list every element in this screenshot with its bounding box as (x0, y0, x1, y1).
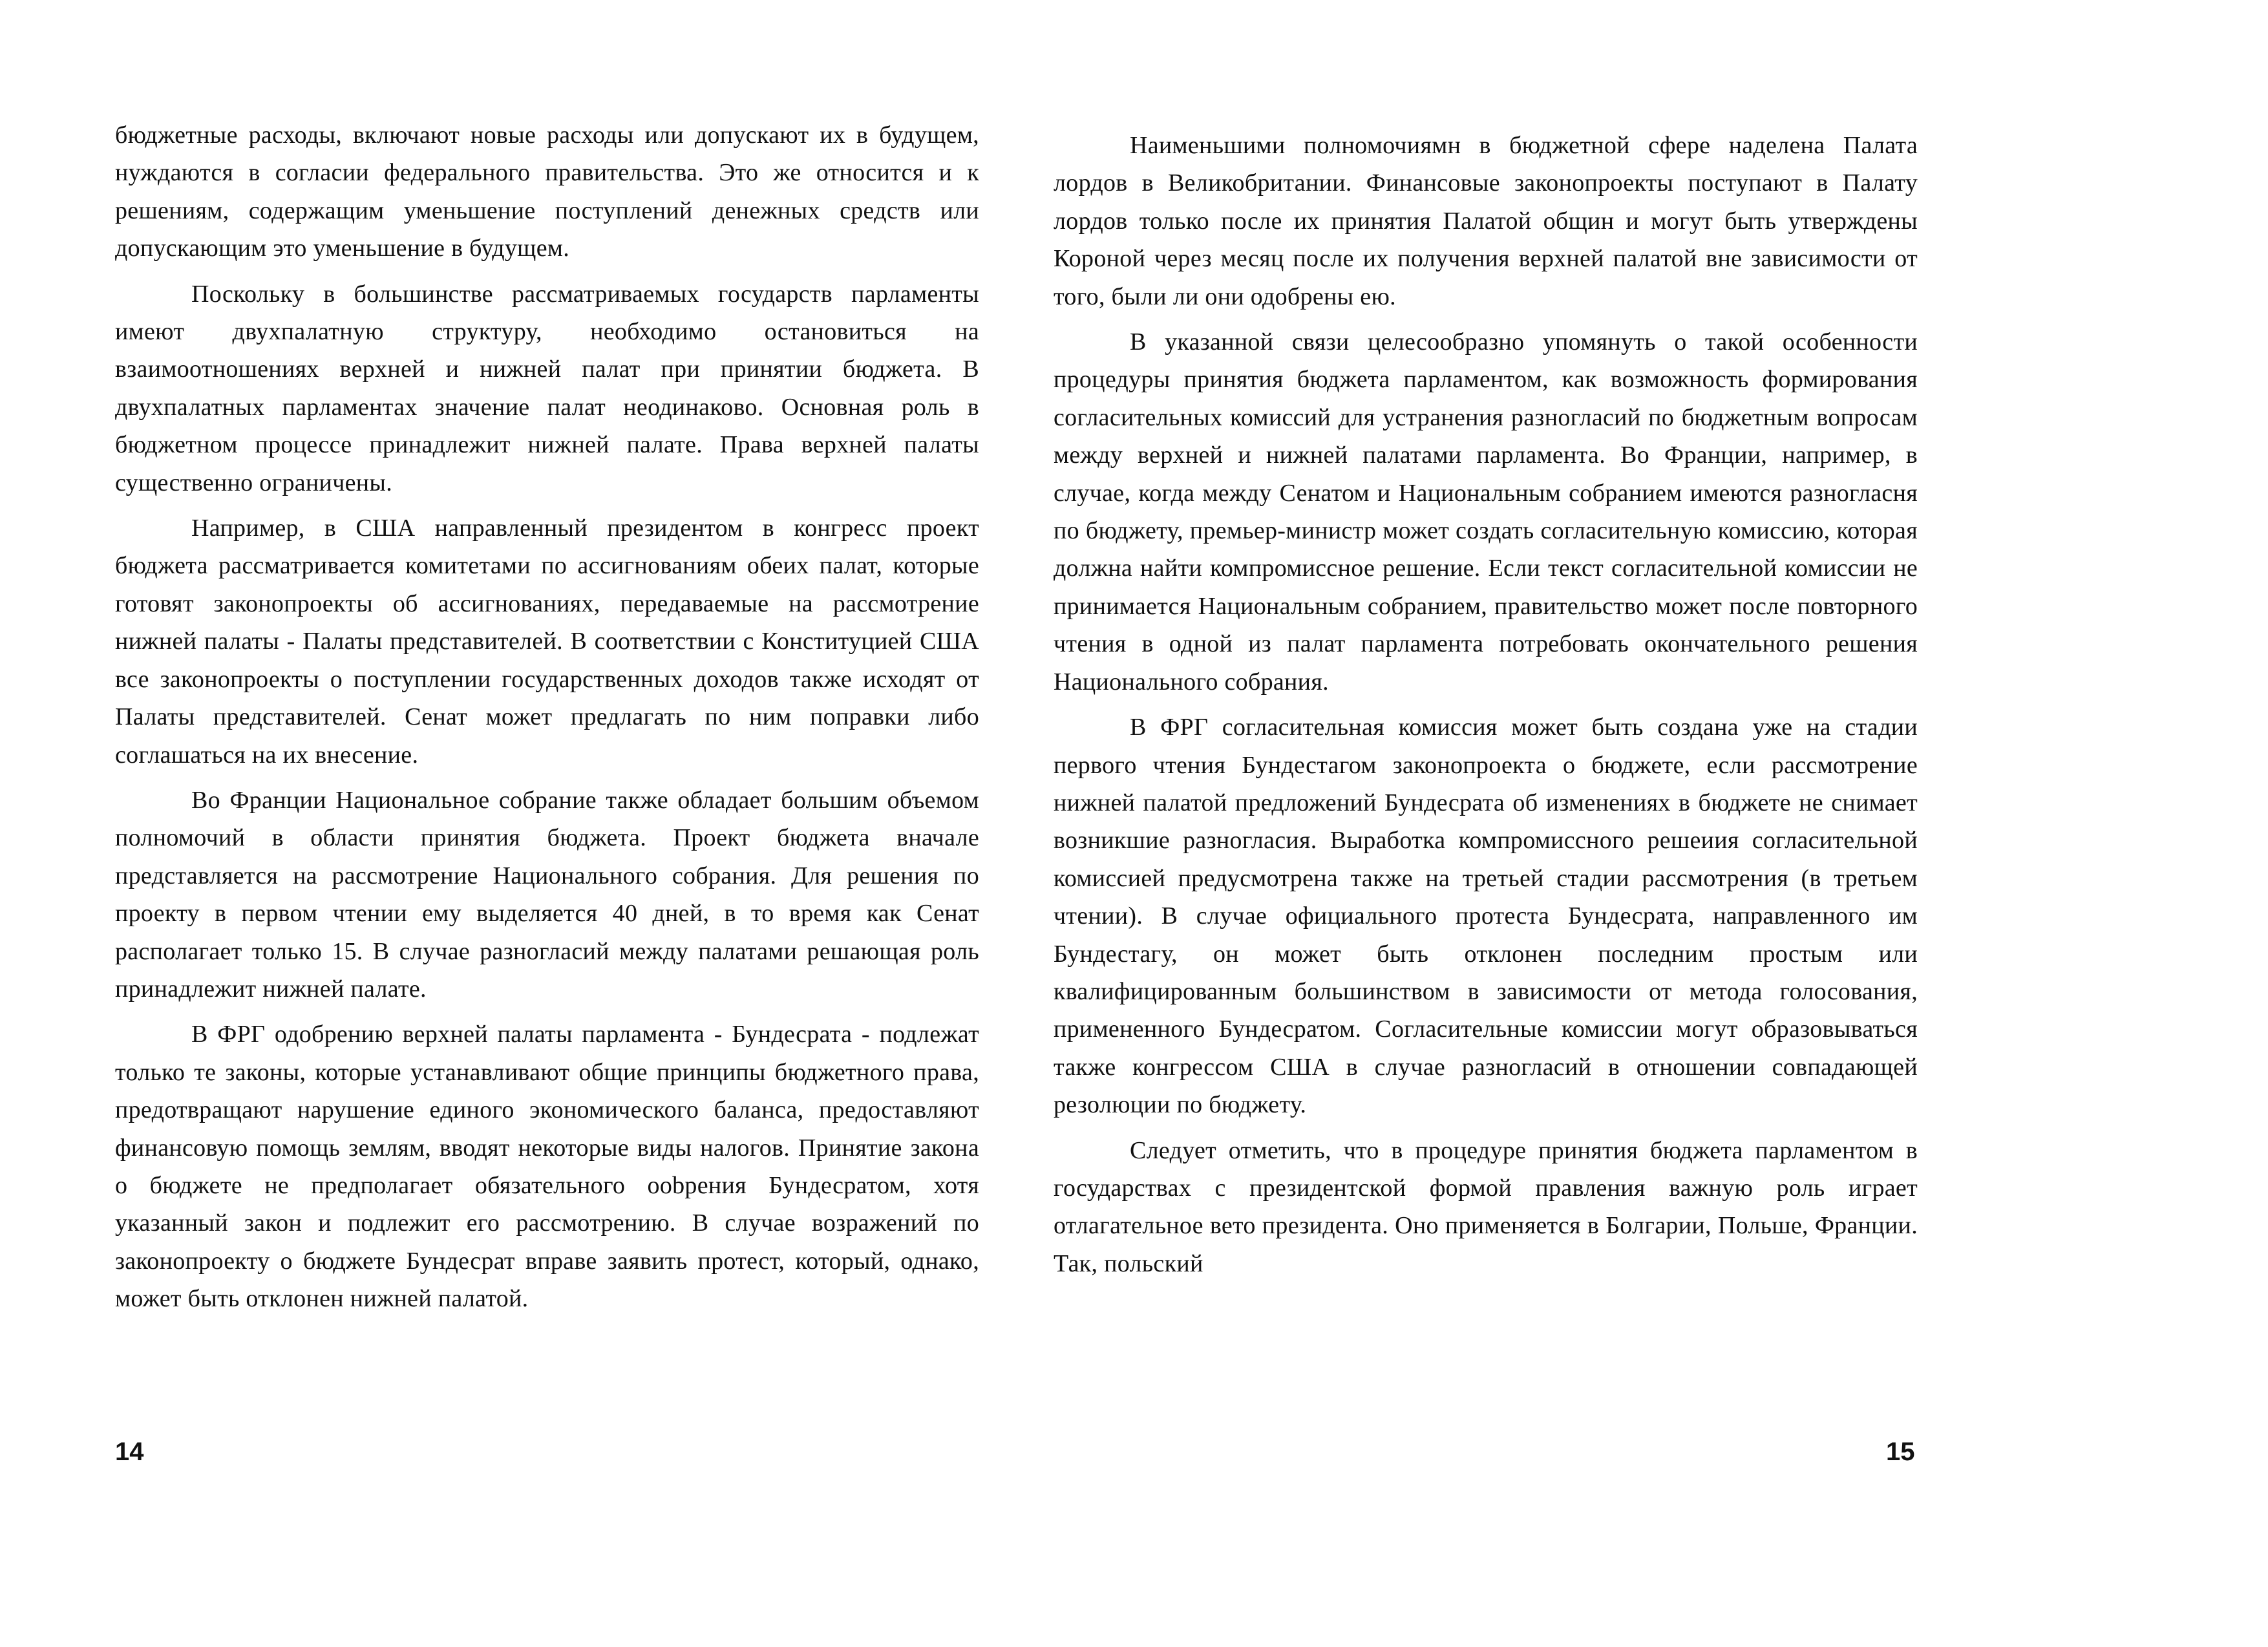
right-paragraph-2: В указанной связи целесообразно упомянуть о такой особенности процедуры принятия бюджета парламентом, как возможность формирования согласительных комиссий для устранения разногласий по бюджетным вопросам между верхней и нижней палатами парламента. Во Франции, например, в случае, когда между Сенатом и Национальным собранием имеются разногласня по бюджету, премьер-министр может создать согласительную комиссию, которая должна найти компромиссное решение. Если текст согласительной комиссии не принимается Национальным собранием, правительство может после повторного чтения в одной из палат парламента потребовать окончательного решения Национального собрания. (1054, 328, 1918, 696)
left-paragraph-1: бюджетные расходы, включают новые расходы или допускают их в будущем, нуждаются в согласии федерального правительства. Это же относится и к решениям, содержащим уменьшение поступлений денежных средств или допускающим это уменьшение в будущем. (115, 122, 979, 262)
page-number-right: 15 (1886, 1438, 1915, 1466)
left-paragraph-3: Например, в США направленный президентом в конгресс проект бюджета рассматривается комитетами по ассигнованиям обеих палат, которые готовят законопроекты об ассигнованиях, передаваемые на рассмотрение нижней палаты - Палаты представителей. В соответствии с Конституцией США все законопроекты о поступлении государственных доходов также исходят от Палаты представителей. Сенат может предлагать по ним поправки либо соглашаться на их внесение. (115, 515, 979, 769)
right-paragraph-4: Следует отметить, что в процедуре принятия бюджета парламентом в государствах с президентской формой правления важную роль играет отлагательное вето президента. Оно применяется в Болгарии, Польше, Франции. Так, польский (1054, 1136, 1918, 1277)
left-paragraph-4: Во Франции Национальное собрание также обладает большим объемом полномочий в области принятия бюджета. Проект бюджета вначале представляется на рассмотрение Национального собрания. Для решения по проекту в первом чтении ему выделяется 40 дней, в то время как Сенат располагает только 15. В случае разногласий между палатами решающая роль принадлежит нижней палате. (115, 786, 979, 1003)
left-page-text-column (115, 116, 979, 1326)
page-number-left: 14 (115, 1438, 144, 1466)
right-paragraph-3: В ФРГ согласительная комиссия может быть создана уже на стадии первого чтения Бундестагом законопроекта о бюджете, если рассмотрение нижней палатой предложений Бундесрата об изменениях в бюджете не снимает возникшие разногласия. Выработка компромиссного решеиия согласительной комиссией предусмотрена также на третьей стадии рассмотрения (в третьем чтении). В случае официального протеста Бундесрата, направленного им Бундестагу, он может быть отклонен последним простым или квалифицированным большинством в зависимости от метода голосования, примененного Бундесратом. Согласительные комиссии могут образовываться также конгрессом США в случае разногласий в отношении совпадающей резолюции по бюджету. (1054, 714, 1918, 1119)
right-page-text-column (1054, 127, 1918, 1290)
right-paragraph-1: Наименьшими полномочиямн в бюджетной сфере наделена Палата лордов в Великобритании. Финансовые законопроекты поступают в Палату лордов только после их принятия Палатой общин и могут быть утверждены Короной через месяц после их получения верхней палатой вне зависимости от того, были ли они одобрены ею. (1054, 132, 1918, 310)
left-paragraph-5: В ФРГ одобрению верхней палаты парламента - Бундесрата - подлежат только те законы, которые устанавливают общие принципы бюджетного права, предотвращают нарушение единого экономического баланса, предоставляют финансовую помощь землям, вводят некоторые виды налогов. Принятие закона о бюджете не предполагает обязательного оobрения Бундесратом, хотя указанный закон и подлежит его рассмотрению. В случае возражений по законопроекту о бюджете Бундесрат вправе заявить протест, который, однако, может быть отклонен нижней палатой. (115, 1021, 979, 1313)
left-paragraph-2: Поскольку в большинстве рассматриваемых государств парламенты имеют двухпалатную структуру, необходимо остановиться на взаимоотношениях верхней и нижней палат при принятии бюджета. В двухпалатных парламентах значение палат неодинаково. Основная роль в бюджетном процессе принадлежит нижней палате. Права верхней палаты существенно ограничены. (115, 280, 979, 496)
